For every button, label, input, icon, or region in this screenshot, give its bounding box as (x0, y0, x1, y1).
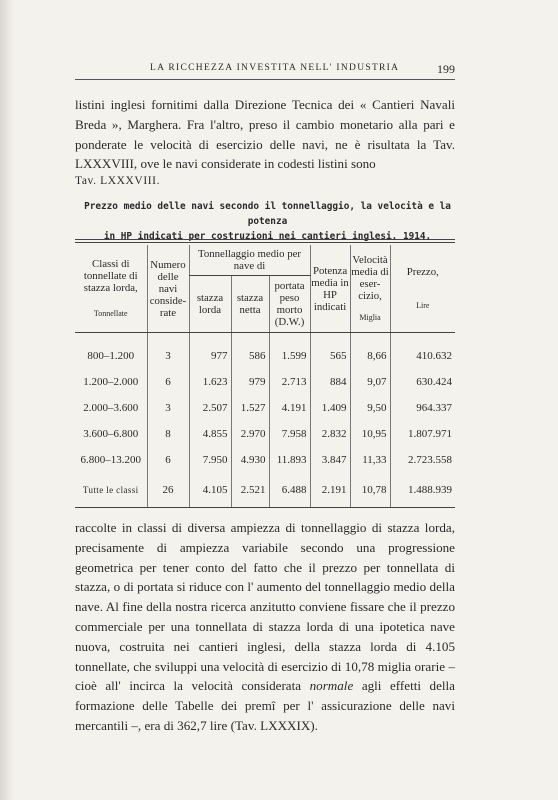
col-header-price-unit: Lire (416, 300, 430, 310)
cell-class-total: Tutte le classi (82, 485, 139, 495)
cell-deadweight: 2.713 (269, 369, 310, 395)
cell-net: 4.930 (231, 447, 269, 473)
col-header-ships: Numero delle navi conside- rate (147, 245, 189, 333)
closing-text-emphasis: normale (309, 678, 354, 694)
col-header-deadweight: portata peso morto (D.W.) (269, 276, 310, 333)
cell-deadweight: 1.599 (269, 333, 310, 370)
caption-line-2: in HP indicati per costruzioni nei cantieri inglesi. 1914. (103, 231, 432, 242)
cell-speed: 9,07 (350, 369, 390, 395)
cell-ships-total: 26 (147, 473, 189, 507)
cell-power-total: 2.191 (310, 473, 350, 507)
cell-gross: 7.950 (189, 447, 231, 473)
cell-class: 6.800–13.200 (80, 454, 141, 466)
closing-text-before: raccolte in classi di diversa ampiezza di tonnellaggio di stazza lorda, precisamente di ampiezza variabile secondo una progressione geometrica per tener conto del fatto che il prezzo per tonnellata di stazza, o di portata si riduce con l' aumento del tonnellaggio medio della nave. Al fine della nostra ricerca anzitutto conviene fissare che il prezzo commerciale per una tonnellata di stazza lorda di una ipotetica nave nuova, costruita nei cantieri inglesi, della stazza lorda di 4.105 tonnellate, che sviluppi una velocità di esercizio di 10,78 miglia orarie – cioè all' incirca la velocità considerata (75, 520, 455, 694)
cell-gross: 2.507 (189, 395, 231, 421)
cell-net: 586 (231, 333, 269, 370)
cell-price: 630.424 (390, 369, 455, 395)
cell-price: 964.337 (390, 395, 455, 421)
closing-text-after: agli effetti della formazione delle Tabelle dei premî per l' assicurazione delle navi mercantili –, era di 362,7 lire (Tav. LXXXIX). (75, 678, 455, 733)
cell-power: 3.847 (310, 447, 350, 473)
col-header-classes-label: Classi di tonnellate di stazza lorda, (83, 257, 138, 294)
col-header-tonnage-group: Tonnellaggio medio per nave di (189, 245, 310, 276)
header-rule (75, 79, 455, 80)
cell-deadweight: 4.191 (269, 395, 310, 421)
cell-power: 884 (310, 369, 350, 395)
table-caption (75, 199, 460, 244)
table-top-rule (75, 239, 455, 243)
cell-ships: 6 (147, 369, 189, 395)
cell-ships: 3 (147, 395, 189, 421)
cell-gross-total: 4.105 (189, 473, 231, 507)
cell-price: 2.723.558 (390, 447, 455, 473)
cell-class: 2.000–3.600 (83, 402, 139, 414)
cell-net: 979 (231, 369, 269, 395)
col-header-price-label: Prezzo, (406, 265, 439, 278)
cell-net-total: 2.521 (231, 473, 269, 507)
intro-paragraph-text: listini inglesi fornitimi dalla Direzione Tecnica dei « Cantieri Navali Breda », Marghera. Fra l'altro, preso il cambio monetario alla pari e ponderate le velocità di esercizio delle navi, ne è risultata la Tav. LXXXVIII, ove le navi considerate in codesti listini sono (75, 97, 455, 172)
col-header-classes-unit: Tonnellate (93, 308, 128, 318)
caption-line-1: Prezzo medio delle navi secondo il tonnellaggio, la velocità e la potenza (84, 201, 451, 227)
col-header-speed-unit: Miglia (359, 312, 381, 322)
cell-power: 565 (310, 333, 350, 370)
table-row (75, 369, 455, 395)
table-total-row (75, 473, 455, 507)
cell-price: 1.807.971 (390, 421, 455, 447)
cell-speed-total: 10,78 (350, 473, 390, 507)
cell-ships: 6 (147, 447, 189, 473)
cell-deadweight: 7.958 (269, 421, 310, 447)
col-header-speed (350, 245, 390, 333)
col-header-power: Potenza media in HP indicati (310, 245, 350, 333)
cell-price: 410.632 (390, 333, 455, 370)
col-header-speed-label: Velocità media di eser- cizio, (351, 253, 389, 302)
cell-power: 2.832 (310, 421, 350, 447)
page-edge-shadow (0, 0, 14, 800)
table-row (75, 421, 455, 447)
cell-speed: 8,66 (350, 333, 390, 370)
cell-class: 800–1.200 (87, 350, 135, 362)
table-label: Tav. LXXXVIII. (75, 175, 161, 187)
closing-paragraph-text (75, 518, 455, 736)
cell-class: 3.600–6.800 (83, 428, 139, 440)
cell-price-total: 1.488.939 (390, 473, 455, 507)
cell-class: 1.200–2.000 (83, 376, 139, 388)
col-header-price (390, 245, 455, 333)
cell-ships: 3 (147, 333, 189, 370)
intro-paragraph (75, 95, 455, 174)
table-row (75, 447, 455, 473)
col-header-gross: stazza lorda (189, 276, 231, 333)
cell-speed: 9,50 (350, 395, 390, 421)
col-header-net: stazza netta (231, 276, 269, 333)
cell-net: 2.970 (231, 421, 269, 447)
cell-speed: 11,33 (350, 447, 390, 473)
cell-deadweight-total: 6.488 (269, 473, 310, 507)
table-row (75, 395, 455, 421)
cell-power: 1.409 (310, 395, 350, 421)
ship-price-table (75, 239, 455, 508)
running-title: LA RICCHEZZA INVESTITA NELL' INDUSTRIA (150, 63, 400, 73)
cell-ships: 8 (147, 421, 189, 447)
cell-deadweight: 11.893 (269, 447, 310, 473)
cell-gross: 977 (189, 333, 231, 370)
cell-gross: 4.855 (189, 421, 231, 447)
page-number: 199 (437, 62, 455, 76)
cell-gross: 1.623 (189, 369, 231, 395)
table-row (75, 333, 455, 370)
cell-net: 1.527 (231, 395, 269, 421)
table-bottom-rule (75, 507, 455, 508)
col-header-classes (75, 245, 147, 333)
closing-paragraph (75, 518, 455, 736)
cell-speed: 10,95 (350, 421, 390, 447)
